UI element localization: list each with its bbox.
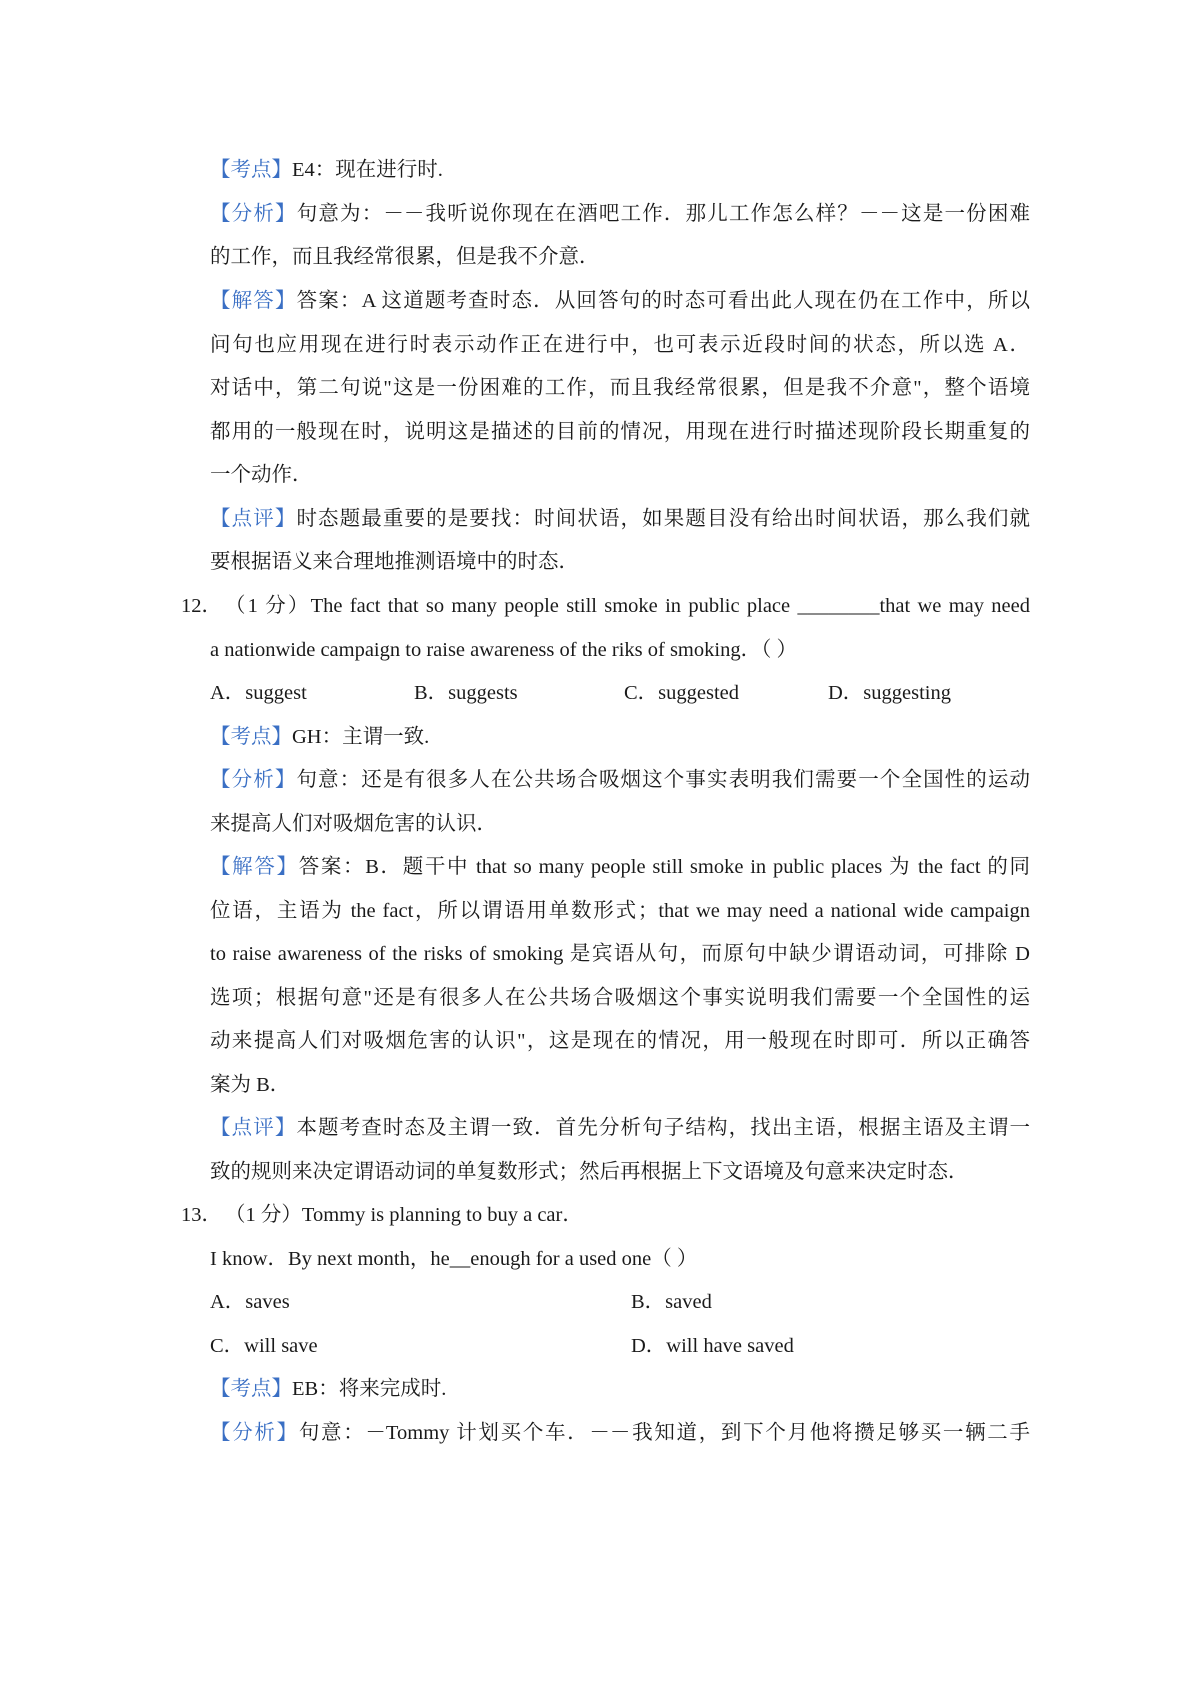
kaodian-text: E4：现在进行时.	[292, 159, 443, 181]
q13-kaodian	[210, 1374, 1030, 1404]
q12-number: 12．	[181, 595, 222, 617]
q11-jieda-line-4: 都用的一般现在时，说明这是描述的目前的情况，用现在进行时描述现阶段长期重复的	[210, 421, 1030, 443]
kaodian-text: GH：主谓一致.	[292, 726, 430, 748]
dianping-tag: 【点评】	[210, 1117, 297, 1139]
jieda-text: 答案：A 这道题考查时态．从回答句的时态可看出此人现在仍在工作中，所以	[296, 290, 1031, 312]
q12-kaodian	[210, 722, 1030, 752]
q13-option-a: A．saves	[210, 1291, 290, 1313]
q12-option-d: D．suggesting	[828, 682, 951, 704]
fenxi-text: 句意：还是有很多人在公共场合吸烟这个事实表明我们需要一个全国性的运动	[296, 769, 1031, 791]
q12-fenxi-line-2: 来提高人们对吸烟危害的认识．	[210, 813, 497, 835]
kaodian-tag: 【考点】	[210, 159, 292, 181]
q12-dianping-line-1	[210, 1113, 1030, 1143]
q13-option-d: D．will have saved	[631, 1335, 794, 1357]
kaodian-tag: 【考点】	[210, 726, 292, 748]
q11-jieda-line-2: 问句也应用现在进行时表示动作正在进行中，也可表示近段时间的状态，所以选 A．	[210, 334, 1030, 356]
fenxi-text: 句意为：－－我听说你现在在酒吧工作．那儿工作怎么样？－－这是一份困难	[296, 203, 1030, 225]
q12-option-c: C．suggested	[624, 682, 740, 704]
kaodian-text: EB：将来完成时.	[292, 1378, 447, 1400]
q12-option-b: B．suggests	[414, 682, 518, 704]
dianping-text: 时态题最重要的是要找：时间状语，如果题目没有给出时间状语，那么我们就	[296, 508, 1031, 530]
fenxi-text: 句意：－Tommy 计划买个车．－－我知道，到下个月他将攒足够买一辆二手	[298, 1422, 1031, 1444]
q12-jieda-line-5: 动来提高人们对吸烟危害的认识"，这是现在的情况，用一般现在时即可．所以正确答	[210, 1030, 1030, 1052]
fenxi-tag: 【分析】	[210, 1422, 299, 1444]
q12-stem-line-2: a nationwide campaign to raise awareness of the riks of smoking．（ ）	[210, 639, 797, 661]
q13-option-b: B．saved	[631, 1291, 712, 1313]
q11-dianping-line-2: 要根据语义来合理地推测语境中的时态．	[210, 551, 579, 573]
kaodian-tag: 【考点】	[210, 1378, 292, 1400]
q12-option-a: A．suggest	[210, 682, 307, 704]
dianping-text: 本题考查时态及主谓一致．首先分析句子结构，找出主语，根据主语及主谓一	[296, 1117, 1031, 1139]
fenxi-tag: 【分析】	[210, 203, 297, 225]
q12-jieda-line-6: 案为 B．	[210, 1074, 291, 1096]
q11-jieda-line-5: 一个动作．	[210, 464, 313, 486]
q11-kaodian	[210, 155, 1030, 185]
q13-option-c: C．will save	[210, 1335, 318, 1357]
q13-stem-line-1: （1 分）Tommy is planning to buy a car．	[225, 1204, 583, 1226]
jieda-text: 答案：B．题干中 that so many people still smoke in public places 为 the fact 的同	[298, 856, 1031, 878]
q12-dianping-line-2: 致的规则来决定谓语动词的单复数形式；然后再根据上下文语境及句意来决定时态．	[210, 1161, 969, 1183]
q12-fenxi-line-1	[210, 765, 1030, 795]
q11-fenxi-line-1	[210, 199, 1030, 229]
q13-stem-line-2: I know．By next month，he__enough for a used one（ ）	[210, 1248, 698, 1270]
q12-jieda-line-3: to raise awareness of the risks of smoking 是宾语从句，而原句中缺少谓语动词，可排除 D	[210, 943, 1030, 965]
q11-fenxi-line-2: 的工作，而且我经常很累，但是我不介意．	[210, 246, 600, 268]
fenxi-tag: 【分析】	[210, 769, 297, 791]
jieda-tag: 【解答】	[210, 856, 299, 878]
q11-jieda-line-1	[210, 286, 1030, 316]
jieda-tag: 【解答】	[210, 290, 297, 312]
q12-jieda-line-2: 位语，主语为 the fact，所以谓语用单数形式；that we may need a national wide campaign	[210, 900, 1030, 922]
q13-number: 13．	[181, 1204, 222, 1226]
q11-dianping-line-1	[210, 504, 1030, 534]
q12-stem-line-1: （1 分）The fact that so many people still smoke in public place ________that we may need	[225, 595, 1030, 617]
q12-jieda-line-4: 选项；根据句意"还是有很多人在公共场合吸烟这个事实说明我们需要一个全国性的运	[210, 987, 1030, 1009]
dianping-tag: 【点评】	[210, 508, 297, 530]
q11-jieda-line-3: 对话中，第二句说"这是一份困难的工作，而且我经常很累，但是我不介意"，整个语境	[210, 377, 1030, 399]
q13-fenxi-line-1	[210, 1418, 1030, 1448]
q12-jieda-line-1	[210, 852, 1030, 882]
